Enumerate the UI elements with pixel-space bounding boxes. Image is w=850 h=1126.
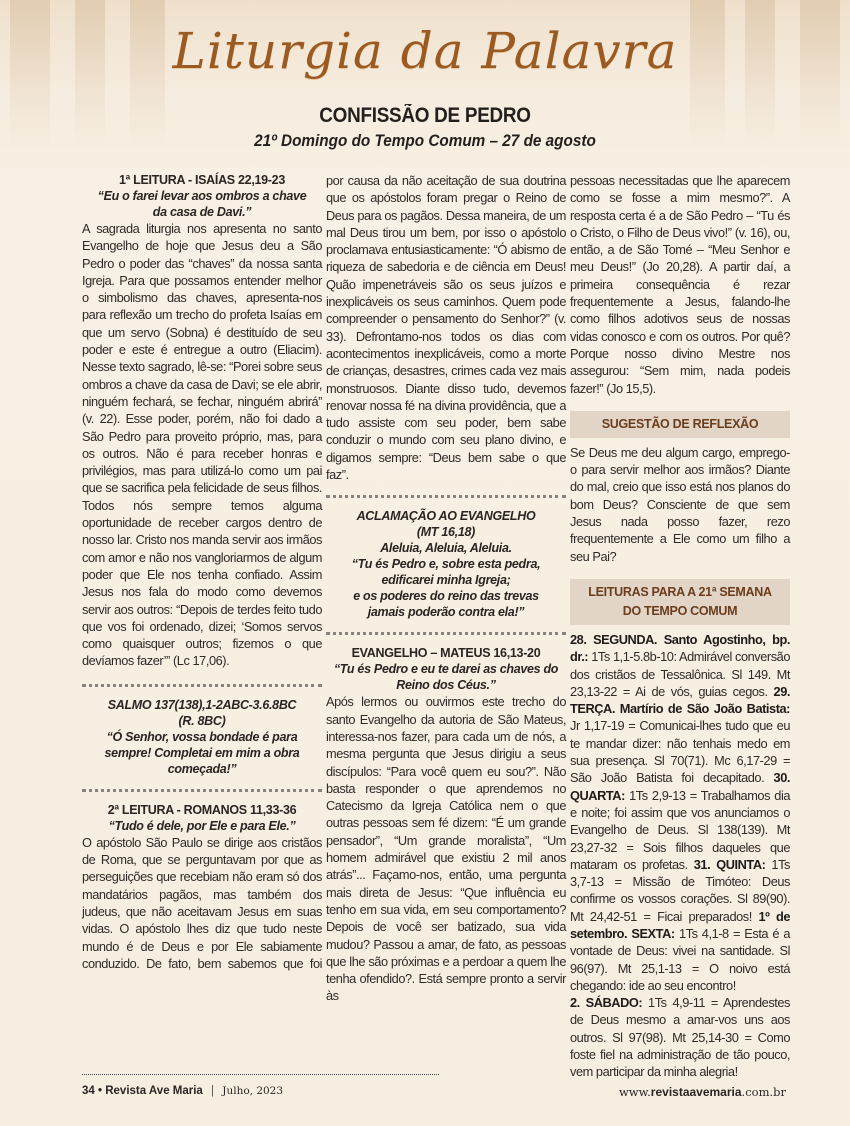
psalm-heading: SALMO 137(138),1-2ABC-3.6.8BC xyxy=(107,697,297,712)
reading-day: 30. QUARTA: xyxy=(570,770,790,803)
gospel xyxy=(326,645,566,1004)
column-1 xyxy=(82,172,322,972)
acclamation-line: e os poderes do reino das trevas xyxy=(353,589,539,604)
acclamation-line: Aleluia, Aleluia, Aleluia. xyxy=(380,541,512,556)
week-readings-heading-line1: LEITURAS PARA A 21ª SEMANA xyxy=(588,584,772,599)
reflection-body: Se Deus me deu algum cargo, emprego-o para servir melhor aos irmãos? Diante do mal, creio que isso está nos planos do bom Deus? Consciente de que sem Jesus nada posso fazer, rezo frequentemente a Ele como um filho a seu Pai? xyxy=(570,444,790,564)
psalm xyxy=(82,697,322,777)
first-reading-quote: “Eu o farei levar aos ombros a chave da casa de Davi.” xyxy=(97,189,307,219)
reading-day: 1º de setembro. SEXTA: xyxy=(570,908,790,941)
week-readings-heading-line2: DO TEMPO COMUM xyxy=(622,603,738,618)
section-title-script: Liturgia da Palavra xyxy=(172,22,678,80)
issue-date: Julho, 2023 xyxy=(222,1085,284,1097)
reading-day: 28. SEGUNDA. Santo Agostinho, bp. dr.: xyxy=(570,631,790,665)
acclamation-line: “Tu és Pedro e, sobre esta pedra, xyxy=(351,557,541,572)
second-reading-heading: 2ª LEITURA - ROMANOS 11,33-36 xyxy=(107,802,297,817)
week-readings-list xyxy=(570,631,790,1081)
reading-text: 1Ts 1,1-5.8b-10: Admirável conversão dos cristãos de Tessalônica. Sl 149. Mt 23,13-22 = Ai de vós, guias cegos. xyxy=(570,649,790,699)
reading-day: 29. TERÇA. Martírio de São João Batista: xyxy=(570,683,790,717)
reading-day: 2. SÁBADO: xyxy=(570,995,643,1011)
url-suffix: .com.br xyxy=(741,1085,786,1099)
footer-page-info xyxy=(82,1085,283,1097)
url-prefix: www. xyxy=(618,1085,651,1099)
psalm-response: (R. 8BC) xyxy=(178,713,226,728)
website-url[interactable] xyxy=(619,1085,786,1099)
reading-text: 1Ts 4,9-11 = Aprendestes de Deus mesmo a amar-vos uns aos outros. Sl 97(98). Mt 25,14-30 = Como foste fiel na administração de tão pouco, vem participar da minha alegria! xyxy=(570,995,790,1080)
bullet: • xyxy=(98,1085,103,1097)
reading-text: 1Ts 2,9-13 = Trabalhamos dia e noite; foi assim que vos anunciamos o Evangelho de Deus. Sl 138(139). Mt 23,27-32 = Sois filhos daqueles que mataram os profetas. xyxy=(570,787,790,872)
dotted-divider xyxy=(326,632,566,635)
url-domain: revistaavemaria xyxy=(650,1085,742,1099)
second-reading-body-part2: por causa da não aceitação de sua doutrina que os apóstolos foram pregar o Reino de Deus para os pagãos. Dessa maneira, de um mal Deus tirou um bem, por isso o apóstolo proclamava entusiasticamente: “Ó abismo de riqueza de sabedoria e de ciência em Deus! Quão impenetráveis são os seus juízos e inexplicáveis os seus caminhos. Quem pode compreender o pensamento do Senhor?” (v. 33). Defrontamo-nos todos os dias com acontecimentos inexplicáveis, como a morte de crianças, desastres, crimes cada vez mais monstruosos. Diante disso tudo, devemos renovar nossa fé na divina providência, que a tudo assiste com seu poder, bem sabe conduzir o mundo com seu plano divino, e digamos sempre: “Deus bem sabe o que faz”. xyxy=(326,173,566,483)
reading-text: 1Ts 4,1-8 = Esta é a vontade de Deus: vivei na santidade. Sl 96(97). Mt 25,1-13 = O noivo está chegando: ide ao seu encontro! xyxy=(570,925,790,993)
reading-day: 31. QUINTA: xyxy=(693,856,766,872)
dotted-divider xyxy=(82,789,322,792)
page-title: CONFISSÃO DE PEDRO xyxy=(319,104,531,127)
second-reading-body-part1: O apóstolo São Paulo se dirige aos cristãos de Roma, que se perguntavam por que as perseguições que recebiam não eram só dos mandatários pagãos, mas também dos judeus, que não aceitavam Jesus em suas vidas. O apóstolo lhes diz que tudo neste mundo é de Deus e por Ele sabiamente conduzido. De fato, bem sabemos que foi xyxy=(82,834,322,971)
publication-name: Revista Ave Maria xyxy=(105,1085,203,1097)
first-reading-body: A sagrada liturgia nos apresenta no santo Evangelho de hoje que Jesus deu a São Pedro o poder das “chaves” da nossa santa Igreja. Para que possamos entender melhor o simbolismo das chaves, apresenta-nos para reflexão um trecho do profeta Isaías em que um servo (Sobna) é destituído de seu poder e este é entregue a outro (Eliacim). Nesse texto sagrado, lê-se: “Porei sobre seus ombros a chave da casa de Davi; se ele abrir, ninguém fechará, se fechar, ninguém abrirá” (v. 22). Esse poder, porém, não foi dado a São Pedro para proveito próprio, mas, para os outros. Não é para receber honras e privilégios, mas para utilizá-lo como um pai que se sacrifica pela felicidade de seus filhos. Todos nós sempre temos alguma oportunidade de receber cargos dentro de nosso lar. Cristo nos manda servir aos irmãos com amor e não nos vangloriarmos de algum poder que Ele nos tenha confiado. Assim Jesus nos fala do modo como devemos servir aos outros: “Depois de terdes feito tudo que vos foi ordenado, dizei; ‘Somos servos como quaisquer outros; fizemos o que devíamos fazer’” (Lc 17,06). xyxy=(82,221,322,669)
column-2 xyxy=(326,172,566,1005)
second-reading-quote: “Tudo é dele, por Ele e para Ele.” xyxy=(108,818,296,833)
reading-text: Jr 1,17-19 = Comunicai-lhes tudo que eu te mandar dizer: não tenhais medo em sua presença. Sl 70(71). Mc 6,17-29 = São João Batista foi decapitado. xyxy=(570,718,790,786)
psalm-quote: “Ó Senhor, vossa bondade é para sempre! Completai em mim a obra começada!” xyxy=(104,729,300,776)
second-reading xyxy=(82,802,322,972)
column-3 xyxy=(570,172,790,1081)
reflection-heading: SUGESTÃO DE REFLEXÃO xyxy=(570,411,790,438)
footer-dotted-rule xyxy=(82,1074,439,1075)
gospel-body-part1: Após lermos ou ouvirmos este trecho do santo Evangelho da autoria de São Mateus, interessa-nos fazer, para cada um de nós, a mesma pergunta que Jesus dirigiu a seus discípulos: “Para você quem eu sou?”. Não basta responder o que aprendemos no Catecismo da Igreja Católica nem o que outras pessoas sem fé dizem: “É um grande pensador”, “Um grande moralista”, “Um homem admirável que existiu 2 mil anos atrás”... Façamo-nos, então, uma pergunta mais direta de Jesus: “Que influência eu tenho em sua vida, em seu comportamento? Depois de você ser batizado, sua vida mudou? Passou a amar, de fato, as pessoas que lhe são próximas e a perdoar a quem lhe tenha ofendido?. Está sempre pronto a servir às xyxy=(326,694,566,1004)
acclamation-line: jamais poderão contra ela!” xyxy=(367,605,525,620)
acclamation-line: edificarei minha Igreja; xyxy=(381,573,511,588)
reading-text: 1Ts 3,7-13 = Missão de Timóteo: Deus confirme os vossos corações. Sl 89(90). Mt 24,42-51 = Ficai preparados! xyxy=(570,856,791,924)
first-reading-heading: 1ª LEITURA - ISAÍAS 22,19-23 xyxy=(119,173,285,187)
gospel-quote: “Tu és Pedro e eu te darei as chaves do Reino dos Céus.” xyxy=(333,662,559,693)
acclamation-reference: (MT 16,18) xyxy=(416,525,476,540)
gospel-body-part2: pessoas necessitadas que lhe aparecem como se fosse a mim mesmo?”. A resposta certa é a de São Pedro – “Tu és o Cristo, o Filho de Deus vivo!” (v. 16), ou, então, a de São Tomé – “Meu Senhor e meu Deus!” (Jo 20,28). A partir daí, a primeira consequência é rezar frequentemente a Jesus, falando-lhe como filhos adotivos seus de nossas vidas conosco e com os outros. Por quê? Porque nosso divino Mestre nos assegurou: “Sem mim, nada podeis fazer!” (Jo 15,5). xyxy=(570,173,790,396)
first-reading xyxy=(82,172,322,670)
page-number: 34 xyxy=(82,1085,95,1097)
dotted-divider xyxy=(326,495,566,498)
gospel-heading: EVANGELHO – MATEUS 16,13-20 xyxy=(351,646,541,661)
gospel-acclamation xyxy=(326,508,566,620)
acclamation-heading: ACLAMAÇÃO AO EVANGELHO xyxy=(356,509,536,524)
week-readings-heading xyxy=(570,579,790,625)
footer-separator: | xyxy=(211,1085,215,1097)
page-subtitle: 21º Domingo do Tempo Comum – 27 de agosto xyxy=(254,131,596,150)
dotted-divider xyxy=(82,684,322,687)
